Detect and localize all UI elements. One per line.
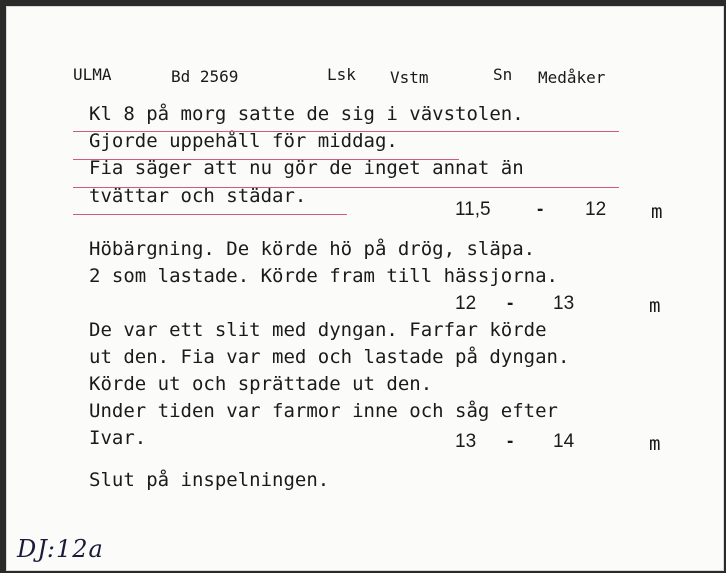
place-code: Bd 2569 [171, 67, 239, 86]
time-start: 12 [455, 293, 477, 314]
time-end: 14 [553, 431, 575, 452]
time-dash: - [537, 199, 544, 220]
time-unit: m [651, 201, 663, 223]
handwritten-note: DJ:12a [17, 535, 104, 563]
text-line: Slut på inspelningen. [89, 469, 330, 491]
record-card [6, 6, 724, 571]
time-end: 12 [585, 199, 607, 220]
text-line: Fia säger att nu gör de inget annat än [89, 157, 524, 179]
text-line: Höbärgning. De körde hö på drög, släpa. [89, 238, 536, 260]
time-dash: - [507, 293, 514, 314]
lsk-value: Vstm [390, 68, 429, 87]
text-line: 2 som lastade. Körde fram till hässjorna. [89, 265, 558, 287]
underline-stroke [73, 214, 347, 215]
text-line: ut den. Fia var med och lastade på dyngan. [89, 346, 570, 368]
time-unit: m [649, 295, 661, 317]
underline-stroke [73, 131, 619, 132]
text-line: Körde ut och sprättade ut den. [89, 373, 433, 395]
sn-value: Medåker [538, 68, 606, 87]
text-line: Ivar. [89, 427, 147, 449]
lsk-label: Lsk [327, 65, 356, 84]
text-line: tvättar och städar. [89, 185, 307, 207]
time-unit: m [649, 433, 661, 455]
time-start: 13 [455, 431, 477, 452]
place-name: ULMA [73, 65, 112, 84]
text-line: Gjorde uppehåll för middag. [89, 130, 398, 152]
text-line: De var ett slit med dyngan. Farfar körde [89, 319, 547, 341]
underline-stroke [73, 159, 459, 160]
time-start: 11,5 [455, 199, 491, 220]
time-dash: - [507, 431, 514, 452]
text-line: Under tiden var farmor inne och såg efter [89, 400, 558, 422]
time-end: 13 [553, 293, 575, 314]
underline-stroke [73, 187, 619, 188]
sn-label: Sn [493, 65, 513, 84]
text-line: Kl 8 på morg satte de sig i vävstolen. [89, 103, 524, 125]
